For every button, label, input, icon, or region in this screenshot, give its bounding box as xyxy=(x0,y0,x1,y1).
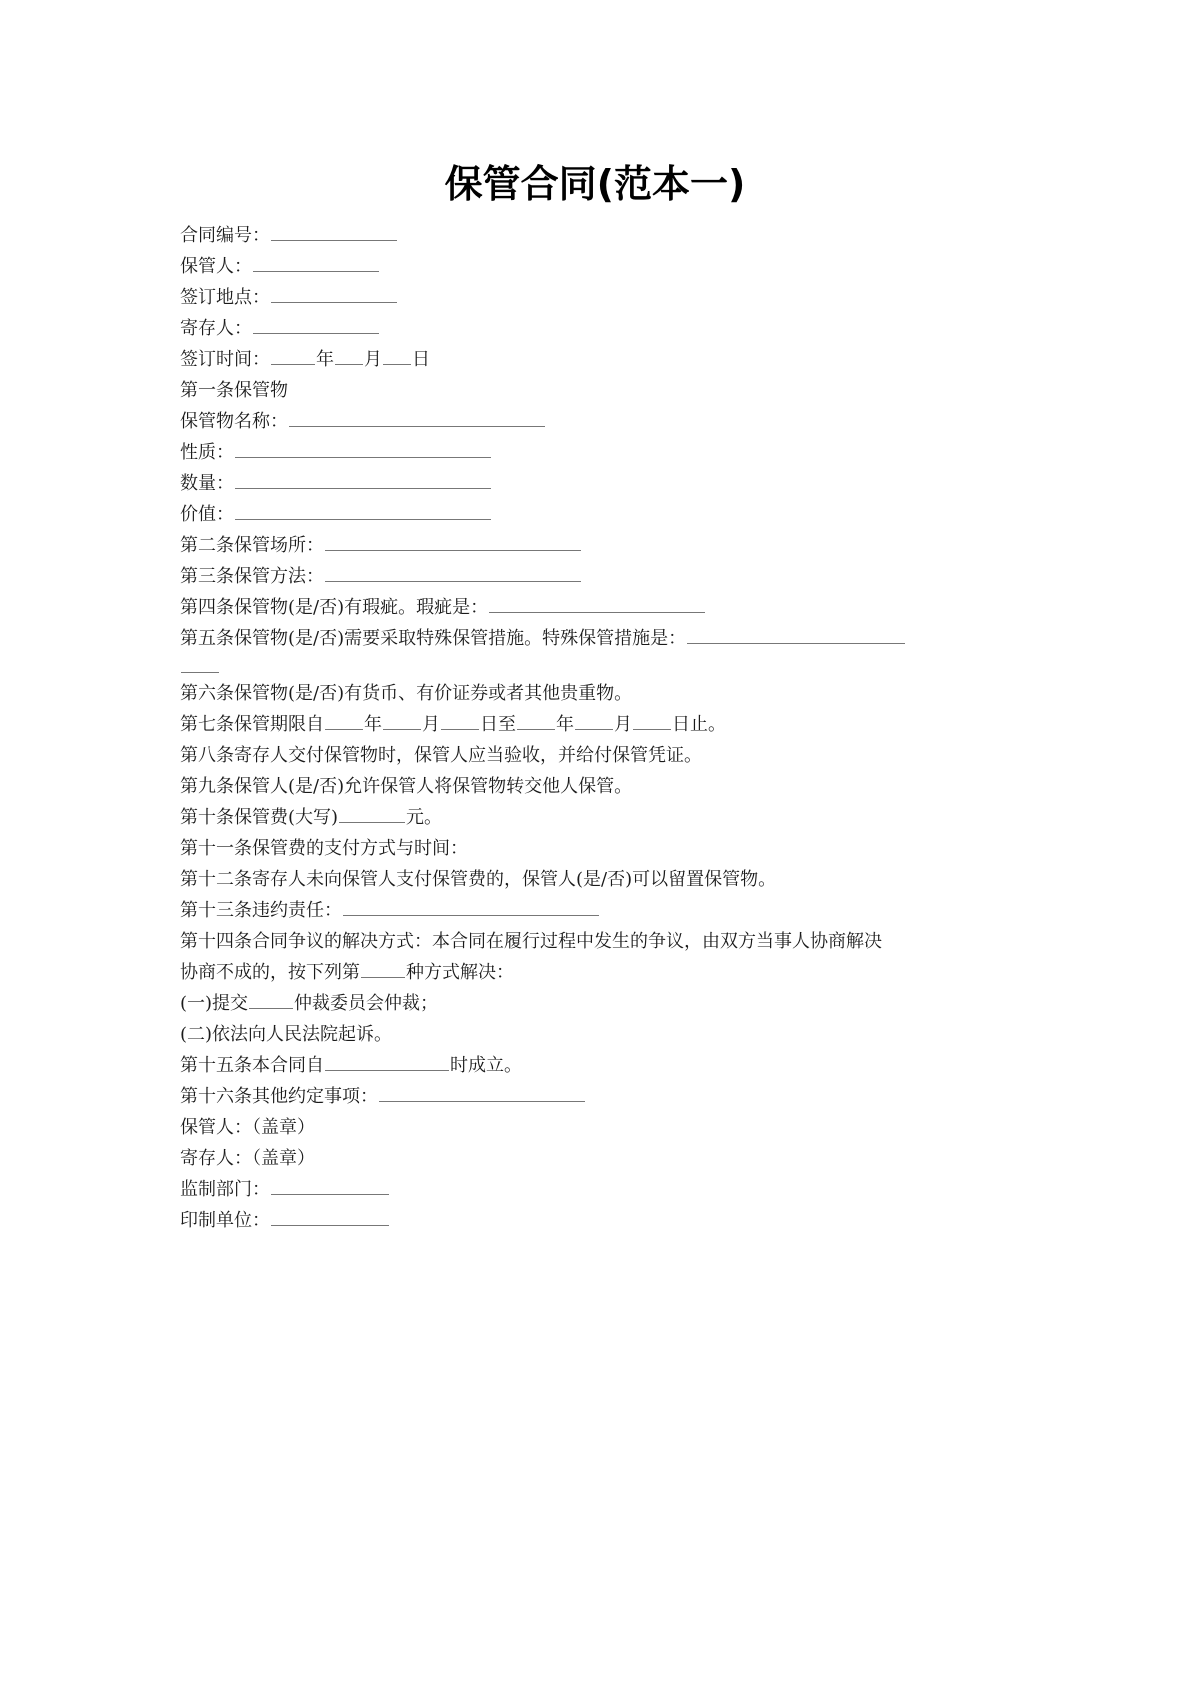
article-5-continuation xyxy=(180,654,1020,678)
year-text: 年 xyxy=(556,714,574,735)
depositor-blank[interactable] xyxy=(253,315,379,334)
custodian-label: 保管人： xyxy=(180,256,252,277)
option-1-prefix: (一)提交 xyxy=(180,993,249,1014)
article-15-suffix: 时成立。 xyxy=(450,1055,522,1076)
article-6-line: 第六条保管物(是/否)有货币、有价证券或者其他贵重物。 xyxy=(180,683,633,704)
document-body xyxy=(180,220,1020,1236)
item-quantity-blank[interactable] xyxy=(235,470,491,489)
custodian-line xyxy=(180,251,1020,282)
article-5-line xyxy=(180,623,1020,654)
custodian-blank[interactable] xyxy=(253,253,379,272)
article-14-line-2-suffix: 种方式解决： xyxy=(406,962,514,983)
month-text: 月 xyxy=(614,714,632,735)
day-to-text: 日至 xyxy=(480,714,516,735)
depositor-line xyxy=(180,313,1020,344)
depositor-seal-line: 寄存人：（盖章） xyxy=(180,1148,315,1169)
defect-blank[interactable] xyxy=(489,594,705,613)
article-2-label: 第二条保管场所： xyxy=(180,535,324,556)
option-1-suffix: 仲裁委员会仲裁； xyxy=(294,993,439,1014)
signing-day-blank[interactable] xyxy=(383,346,411,365)
item-name-label: 保管物名称： xyxy=(180,411,288,432)
special-measures-blank-continued[interactable] xyxy=(181,654,219,673)
article-7-line xyxy=(180,709,1020,740)
item-name-line xyxy=(180,406,1020,437)
item-nature-label: 性质： xyxy=(180,442,234,463)
day-end-text: 日止。 xyxy=(672,714,726,735)
signing-place-label: 签订地点： xyxy=(180,287,270,308)
other-terms-blank[interactable] xyxy=(379,1083,585,1102)
supervising-dept-blank[interactable] xyxy=(271,1176,389,1195)
article-9-line: 第九条保管人(是/否)允许保管人将保管物转交他人保管。 xyxy=(180,776,633,797)
signing-month-blank[interactable] xyxy=(335,346,363,365)
article-7-prefix: 第七条保管期限自 xyxy=(180,714,324,735)
item-nature-blank[interactable] xyxy=(235,439,491,458)
article-14-line-2-prefix: 协商不成的，按下列第 xyxy=(180,962,360,983)
article-15-line xyxy=(180,1050,1020,1081)
start-day-blank[interactable] xyxy=(441,711,479,730)
supervising-dept-label: 监制部门： xyxy=(180,1179,270,1200)
item-nature-line xyxy=(180,437,1020,468)
article-4-line xyxy=(180,592,1020,623)
signing-year-blank[interactable] xyxy=(271,346,315,365)
day-text: 日 xyxy=(412,349,430,370)
printing-unit-label: 印制单位： xyxy=(180,1210,270,1231)
article-8-line: 第八条寄存人交付保管物时，保管人应当验收，并给付保管凭证。 xyxy=(180,745,702,766)
item-value-blank[interactable] xyxy=(235,501,491,520)
custodian-seal-line: 保管人：（盖章） xyxy=(180,1117,315,1138)
contract-number-label: 合同编号： xyxy=(180,225,270,246)
article-1-heading: 第一条保管物 xyxy=(180,380,288,401)
printing-unit-blank[interactable] xyxy=(271,1207,389,1226)
article-5-label: 第五条保管物(是/否)需要采取特殊保管措施。特殊保管措施是： xyxy=(180,628,687,649)
resolution-method-blank[interactable] xyxy=(361,959,405,978)
fee-amount-blank[interactable] xyxy=(339,804,405,823)
article-10-prefix: 第十条保管费(大写) xyxy=(180,807,339,828)
article-11-line: 第十一条保管费的支付方式与时间： xyxy=(180,838,468,859)
item-value-label: 价值： xyxy=(180,504,234,525)
article-13-line xyxy=(180,895,1020,926)
article-12-line: 第十二条寄存人未向保管人支付保管费的，保管人(是/否)可以留置保管物。 xyxy=(180,869,777,890)
supervising-dept-line xyxy=(180,1174,1020,1205)
end-day-blank[interactable] xyxy=(633,711,671,730)
storage-method-blank[interactable] xyxy=(325,563,581,582)
article-14-line-1: 第十四条合同争议的解决方式：本合同在履行过程中发生的争议，由双方当事人协商解决 xyxy=(180,931,882,952)
article-3-label: 第三条保管方法： xyxy=(180,566,324,587)
printing-unit-line xyxy=(180,1205,1020,1236)
start-month-blank[interactable] xyxy=(383,711,421,730)
end-month-blank[interactable] xyxy=(575,711,613,730)
special-measures-blank[interactable] xyxy=(687,625,905,644)
depositor-label: 寄存人： xyxy=(180,318,252,339)
signing-place-line xyxy=(180,282,1020,313)
end-year-blank[interactable] xyxy=(517,711,555,730)
month-text: 月 xyxy=(364,349,382,370)
arbitration-committee-blank[interactable] xyxy=(249,990,293,1009)
storage-place-blank[interactable] xyxy=(325,532,581,551)
liability-blank[interactable] xyxy=(343,897,599,916)
month-text: 月 xyxy=(422,714,440,735)
article-10-suffix: 元。 xyxy=(406,807,443,828)
signing-date-line xyxy=(180,344,1020,375)
item-quantity-label: 数量： xyxy=(180,473,234,494)
item-name-blank[interactable] xyxy=(289,408,545,427)
article-16-label: 第十六条其他约定事项： xyxy=(180,1086,378,1107)
article-15-prefix: 第十五条本合同自 xyxy=(180,1055,324,1076)
contract-number-line xyxy=(180,220,1020,251)
start-year-blank[interactable] xyxy=(325,711,363,730)
item-value-line xyxy=(180,499,1020,530)
item-quantity-line xyxy=(180,468,1020,499)
signing-place-blank[interactable] xyxy=(271,284,397,303)
effective-condition-blank[interactable] xyxy=(325,1052,449,1071)
contract-number-blank[interactable] xyxy=(271,222,397,241)
article-10-line xyxy=(180,802,1020,833)
year-text: 年 xyxy=(364,714,382,735)
document-title: 保管合同(范本一) xyxy=(444,162,746,206)
article-14-option-2: (二)依法向人民法院起诉。 xyxy=(180,1024,393,1045)
article-16-line xyxy=(180,1081,1020,1112)
article-4-label: 第四条保管物(是/否)有瑕疵。瑕疵是： xyxy=(180,597,489,618)
article-3-line xyxy=(180,561,1020,592)
signing-date-label: 签订时间： xyxy=(180,349,270,370)
year-text: 年 xyxy=(316,349,334,370)
article-2-line xyxy=(180,530,1020,561)
article-14-option-1 xyxy=(180,988,1020,1019)
article-13-label: 第十三条违约责任： xyxy=(180,900,342,921)
article-14-line-2 xyxy=(180,957,1020,988)
